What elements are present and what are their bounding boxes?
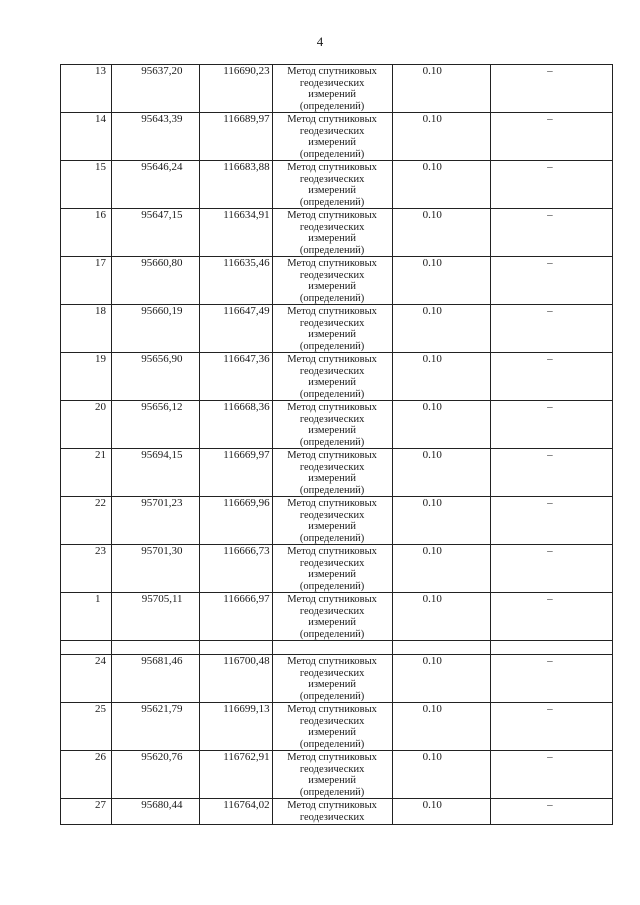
point-number-cell: 20 <box>61 401 112 449</box>
note-cell: – <box>490 401 612 449</box>
empty-cell <box>112 641 199 655</box>
method-line: измерений <box>308 727 356 738</box>
note-cell: – <box>490 449 612 497</box>
method-line: измерений <box>308 137 356 148</box>
method-line: (определений) <box>299 786 365 798</box>
table-row <box>61 353 613 401</box>
y-coordinate-cell: 116666,73 <box>199 545 272 593</box>
method-line: (определений) <box>299 340 365 352</box>
y-coordinate-cell: 116634,91 <box>199 209 272 257</box>
table-row <box>61 113 613 161</box>
accuracy-cell: 0.10 <box>392 449 490 497</box>
table-row <box>61 593 613 641</box>
method-line: (определений) <box>299 292 365 304</box>
method-line: (определений) <box>299 532 365 544</box>
method-line: геодезических <box>299 221 365 233</box>
note-cell: – <box>490 65 612 113</box>
method-line: (определений) <box>299 628 365 640</box>
method-cell <box>272 751 392 799</box>
method-cell <box>272 497 392 545</box>
point-number-cell: 14 <box>61 113 112 161</box>
x-coordinate-cell: 95694,15 <box>112 449 199 497</box>
x-coordinate-cell: 95681,46 <box>112 655 199 703</box>
table-row <box>61 257 613 305</box>
method-cell <box>272 305 392 353</box>
method-line: Метод спутниковых <box>287 546 377 557</box>
table-row <box>61 655 613 703</box>
note-cell: – <box>490 161 612 209</box>
method-line: измерений <box>308 329 356 340</box>
note-cell: – <box>490 497 612 545</box>
y-coordinate-cell: 116699,13 <box>199 703 272 751</box>
method-cell <box>272 703 392 751</box>
x-coordinate-cell: 95620,76 <box>112 751 199 799</box>
method-line: измерений <box>308 377 356 388</box>
method-line: Метод спутниковых <box>287 450 377 461</box>
point-number-cell: 17 <box>61 257 112 305</box>
accuracy-cell: 0.10 <box>392 401 490 449</box>
table-row <box>61 449 613 497</box>
method-line: геодезических <box>299 715 365 727</box>
accuracy-cell: 0.10 <box>392 113 490 161</box>
method-line: Метод спутниковых <box>287 498 377 509</box>
y-coordinate-cell: 116666,97 <box>199 593 272 641</box>
note-cell: – <box>490 209 612 257</box>
method-line: (определений) <box>299 738 365 750</box>
point-number-cell: 26 <box>61 751 112 799</box>
note-cell: – <box>490 353 612 401</box>
y-coordinate-cell: 116647,49 <box>199 305 272 353</box>
x-coordinate-cell: 95701,23 <box>112 497 199 545</box>
method-line: измерений <box>308 89 356 100</box>
accuracy-cell: 0.10 <box>392 703 490 751</box>
method-line: Метод спутниковых <box>287 656 377 667</box>
y-coordinate-cell: 116700,48 <box>199 655 272 703</box>
accuracy-cell: 0.10 <box>392 353 490 401</box>
method-line: геодезических <box>299 667 365 679</box>
method-line: (определений) <box>299 580 365 592</box>
accuracy-cell: 0.10 <box>392 497 490 545</box>
method-cell <box>272 401 392 449</box>
method-cell <box>272 113 392 161</box>
note-cell: – <box>490 593 612 641</box>
table-row <box>61 497 613 545</box>
note-cell: – <box>490 655 612 703</box>
method-line: измерений <box>308 281 356 292</box>
x-coordinate-cell: 95647,15 <box>112 209 199 257</box>
method-line: (определений) <box>299 148 365 160</box>
note-cell: – <box>490 751 612 799</box>
table-row <box>61 799 613 825</box>
method-line: геодезических <box>299 413 365 425</box>
method-line: (определений) <box>299 436 365 448</box>
x-coordinate-cell: 95637,20 <box>112 65 199 113</box>
method-line: измерений <box>308 425 356 436</box>
y-coordinate-cell: 116647,36 <box>199 353 272 401</box>
point-number-cell: 13 <box>61 65 112 113</box>
method-line: геодезических <box>299 317 365 329</box>
method-line: Метод спутниковых <box>287 162 377 173</box>
method-line: измерений <box>308 617 356 628</box>
method-line: Метод спутниковых <box>287 354 377 365</box>
y-coordinate-cell: 116764,02 <box>199 799 272 825</box>
point-number-cell: 18 <box>61 305 112 353</box>
method-cell <box>272 65 392 113</box>
table-row <box>61 703 613 751</box>
method-cell <box>272 593 392 641</box>
x-coordinate-cell: 95656,12 <box>112 401 199 449</box>
method-line: Метод спутниковых <box>287 594 377 605</box>
y-coordinate-cell: 116689,97 <box>199 113 272 161</box>
method-line: геодезических <box>299 557 365 569</box>
coordinates-table-body <box>61 65 613 825</box>
y-coordinate-cell: 116668,36 <box>199 401 272 449</box>
method-line: (определений) <box>299 484 365 496</box>
method-cell <box>272 209 392 257</box>
accuracy-cell: 0.10 <box>392 799 490 825</box>
accuracy-cell: 0.10 <box>392 257 490 305</box>
empty-cell <box>199 641 272 655</box>
point-number-cell: 16 <box>61 209 112 257</box>
method-cell <box>272 545 392 593</box>
method-line: Метод спутниковых <box>287 258 377 269</box>
y-coordinate-cell: 116690,23 <box>199 65 272 113</box>
empty-cell <box>392 641 490 655</box>
x-coordinate-cell: 95646,24 <box>112 161 199 209</box>
method-line: Метод спутниковых <box>287 800 377 811</box>
accuracy-cell: 0.10 <box>392 305 490 353</box>
note-cell: – <box>490 545 612 593</box>
method-line: измерений <box>308 233 356 244</box>
x-coordinate-cell: 95660,80 <box>112 257 199 305</box>
table-row <box>61 65 613 113</box>
y-coordinate-cell: 116669,97 <box>199 449 272 497</box>
method-line: геодезических <box>299 77 365 89</box>
method-cell <box>272 655 392 703</box>
table-row <box>61 161 613 209</box>
method-line: Метод спутниковых <box>287 704 377 715</box>
method-line: (определений) <box>299 690 365 702</box>
method-line: геодезических <box>299 269 365 281</box>
accuracy-cell: 0.10 <box>392 545 490 593</box>
method-line: геодезических <box>299 763 365 775</box>
note-cell: – <box>490 703 612 751</box>
point-number-cell: 27 <box>61 799 112 825</box>
method-line: измерений <box>308 775 356 786</box>
method-line: Метод спутниковых <box>287 402 377 413</box>
method-line: (определений) <box>299 388 365 400</box>
table-row <box>61 751 613 799</box>
x-coordinate-cell: 95680,44 <box>112 799 199 825</box>
method-line: Метод спутниковых <box>287 752 377 763</box>
x-coordinate-cell: 95621,79 <box>112 703 199 751</box>
coordinates-table <box>60 64 613 825</box>
x-coordinate-cell: 95660,19 <box>112 305 199 353</box>
method-line: Метод спутниковых <box>287 114 377 125</box>
point-number-cell: 1 <box>61 593 112 641</box>
method-line: (определений) <box>299 196 365 208</box>
x-coordinate-cell: 95701,30 <box>112 545 199 593</box>
table-spacer-row <box>61 641 613 655</box>
y-coordinate-cell: 116635,46 <box>199 257 272 305</box>
empty-cell <box>272 641 392 655</box>
point-number-cell: 15 <box>61 161 112 209</box>
x-coordinate-cell: 95643,39 <box>112 113 199 161</box>
point-number-cell: 19 <box>61 353 112 401</box>
x-coordinate-cell: 95705,11 <box>112 593 199 641</box>
point-number-cell: 25 <box>61 703 112 751</box>
note-cell: – <box>490 113 612 161</box>
accuracy-cell: 0.10 <box>392 65 490 113</box>
method-line: измерений <box>308 185 356 196</box>
method-cell <box>272 449 392 497</box>
table-row <box>61 209 613 257</box>
method-line: геодезических <box>299 605 365 617</box>
method-line: геодезических <box>299 173 365 185</box>
method-line: (определений) <box>299 244 365 256</box>
note-cell: – <box>490 305 612 353</box>
point-number-cell: 21 <box>61 449 112 497</box>
method-line: геодезических <box>299 509 365 521</box>
empty-cell <box>490 641 612 655</box>
method-line: измерений <box>308 473 356 484</box>
accuracy-cell: 0.10 <box>392 593 490 641</box>
page-number: 4 <box>316 34 324 49</box>
method-cell <box>272 353 392 401</box>
method-line: (определений) <box>299 100 365 112</box>
method-cell <box>272 799 392 825</box>
accuracy-cell: 0.10 <box>392 751 490 799</box>
x-coordinate-cell: 95656,90 <box>112 353 199 401</box>
y-coordinate-cell: 116762,91 <box>199 751 272 799</box>
method-line: геодезических <box>299 125 365 137</box>
note-cell: – <box>490 799 612 825</box>
method-line: Метод спутниковых <box>287 210 377 221</box>
point-number-cell: 24 <box>61 655 112 703</box>
table-row <box>61 545 613 593</box>
method-line: геодезических <box>299 461 365 473</box>
method-line: Метод спутниковых <box>287 66 377 77</box>
method-line: измерений <box>308 569 356 580</box>
point-number-cell: 22 <box>61 497 112 545</box>
table-row <box>61 305 613 353</box>
method-line: геодезических <box>299 811 365 823</box>
method-line: Метод спутниковых <box>287 306 377 317</box>
method-line: измерений <box>308 679 356 690</box>
accuracy-cell: 0.10 <box>392 209 490 257</box>
y-coordinate-cell: 116669,96 <box>199 497 272 545</box>
note-cell: – <box>490 257 612 305</box>
point-number-cell: 23 <box>61 545 112 593</box>
table-row <box>61 401 613 449</box>
accuracy-cell: 0.10 <box>392 161 490 209</box>
empty-cell <box>61 641 112 655</box>
method-cell <box>272 257 392 305</box>
method-line: измерений <box>308 521 356 532</box>
method-cell <box>272 161 392 209</box>
y-coordinate-cell: 116683,88 <box>199 161 272 209</box>
accuracy-cell: 0.10 <box>392 655 490 703</box>
method-line: геодезических <box>299 365 365 377</box>
